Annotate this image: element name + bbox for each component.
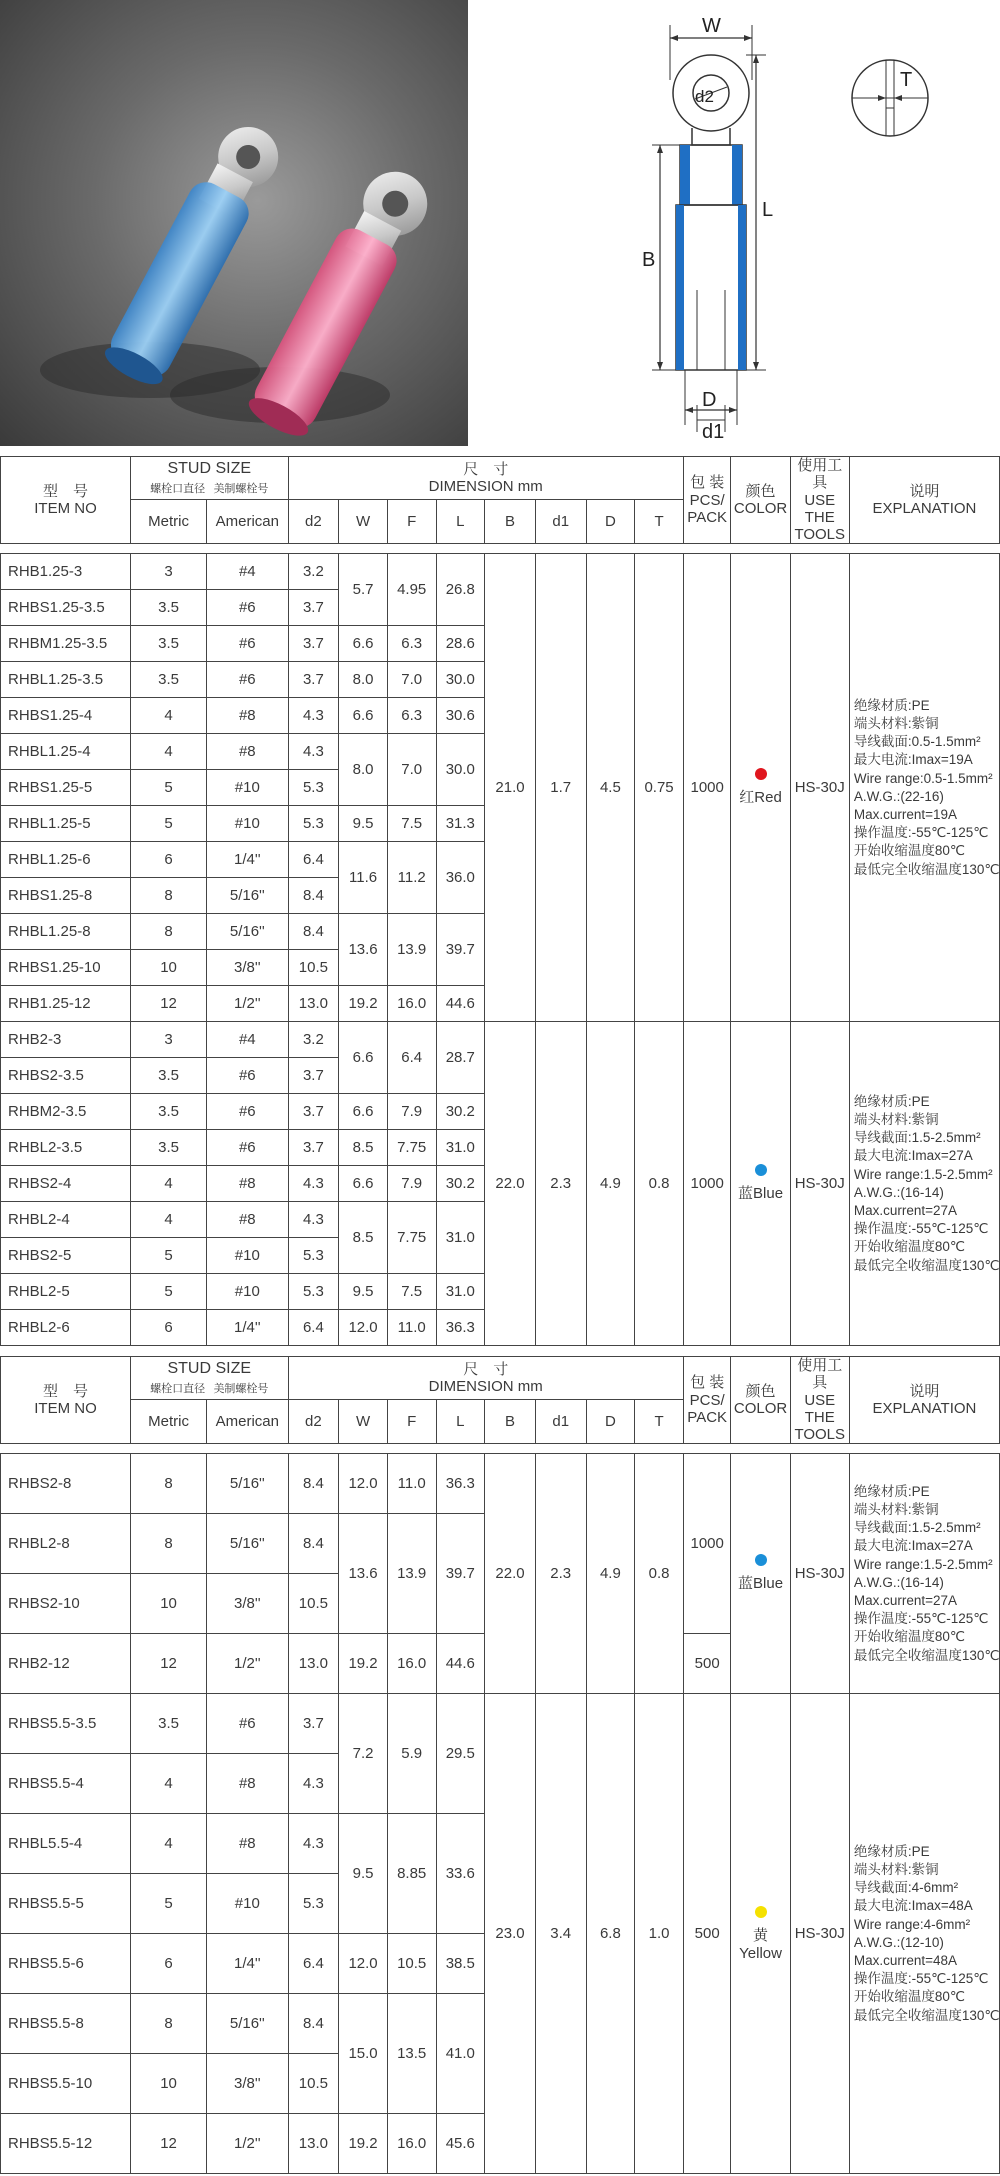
item-no: RHBS2-4 xyxy=(1,1166,131,1202)
d2-cell: 8.4 xyxy=(288,1454,339,1514)
l-cell: 30.0 xyxy=(436,662,485,698)
american-cell: 3/8'' xyxy=(207,950,288,986)
f-cell: 7.75 xyxy=(387,1130,436,1166)
f-cell: 7.0 xyxy=(387,734,436,806)
f-cell: 7.5 xyxy=(387,806,436,842)
metric-cell: 4 xyxy=(131,698,207,734)
tool-cell: HS-30J xyxy=(790,1022,849,1346)
b-cell: 21.0 xyxy=(485,554,536,1022)
d2-cell: 13.0 xyxy=(288,1634,339,1694)
item-no: RHBL1.25-5 xyxy=(1,806,131,842)
d2-cell: 8.4 xyxy=(288,1514,339,1574)
metric-cell: 8 xyxy=(131,1994,207,2054)
item-no: RHBM2-3.5 xyxy=(1,1094,131,1130)
f-cell: 10.5 xyxy=(387,1934,436,1994)
color-cell: 蓝Blue xyxy=(731,1022,790,1346)
header-t: T xyxy=(635,1400,684,1444)
w-cell: 9.5 xyxy=(339,1274,388,1310)
f-cell: 6.4 xyxy=(387,1022,436,1094)
header-explanation: 说明 EXPLANATION xyxy=(849,1357,999,1444)
d2-cell: 5.3 xyxy=(288,1274,339,1310)
b-cell: 22.0 xyxy=(485,1022,536,1346)
f-cell: 6.3 xyxy=(387,698,436,734)
header-d2: d2 xyxy=(288,1400,339,1444)
d2-cell: 3.7 xyxy=(288,662,339,698)
american-cell: #8 xyxy=(207,1814,288,1874)
item-no: RHB2-3 xyxy=(1,1022,131,1058)
metric-cell: 4 xyxy=(131,1202,207,1238)
d2-cell: 4.3 xyxy=(288,1166,339,1202)
d2-cell: 4.3 xyxy=(288,1202,339,1238)
d2-cell: 3.2 xyxy=(288,1022,339,1058)
table-row xyxy=(1,1022,1000,1058)
metric-cell: 12 xyxy=(131,1634,207,1694)
f-cell: 16.0 xyxy=(387,2114,436,2174)
f-cell: 7.9 xyxy=(387,1166,436,1202)
w-cell: 9.5 xyxy=(339,806,388,842)
l-cell: 28.6 xyxy=(436,626,485,662)
item-no: RHBS1.25-8 xyxy=(1,878,131,914)
d2-cell: 3.7 xyxy=(288,1094,339,1130)
l-cell: 31.0 xyxy=(436,1130,485,1166)
header-dimension: 尺 寸 DIMENSION mm xyxy=(288,1357,683,1400)
w-cell: 5.7 xyxy=(339,554,388,626)
t-cell: 0.75 xyxy=(635,554,684,1022)
item-no: RHB2-12 xyxy=(1,1634,131,1694)
table-row xyxy=(1,1694,1000,1754)
american-cell: 1/4'' xyxy=(207,1934,288,1994)
d2-cell: 3.7 xyxy=(288,626,339,662)
metric-cell: 4 xyxy=(131,1754,207,1814)
w-cell: 6.6 xyxy=(339,1166,388,1202)
color-cell: 黄 Yellow xyxy=(731,1694,790,2174)
f-cell: 7.5 xyxy=(387,1274,436,1310)
d1-cell: 2.3 xyxy=(535,1454,586,1694)
t-cell: 1.0 xyxy=(635,1694,684,2174)
american-cell: 5/16'' xyxy=(207,1514,288,1574)
metric-cell: 8 xyxy=(131,1514,207,1574)
d2-cell: 5.3 xyxy=(288,770,339,806)
D-cell: 6.8 xyxy=(586,1694,635,2174)
header-t: T xyxy=(635,500,684,544)
american-cell: 1/4'' xyxy=(207,1310,288,1346)
header-tools: 使用工具 USE THE TOOLS xyxy=(790,1357,849,1444)
item-no: RHBS5.5-3.5 xyxy=(1,1694,131,1754)
header-pack: 包 装 PCS/ PACK xyxy=(683,457,731,544)
d2-cell: 4.3 xyxy=(288,698,339,734)
d2-cell: 5.3 xyxy=(288,1874,339,1934)
american-cell: #6 xyxy=(207,1058,288,1094)
header-f: F xyxy=(387,1400,436,1444)
D-cell: 4.9 xyxy=(586,1454,635,1694)
metric-cell: 3.5 xyxy=(131,1694,207,1754)
header-color: 颜色 COLOR xyxy=(731,457,790,544)
metric-cell: 10 xyxy=(131,1574,207,1634)
american-cell: #10 xyxy=(207,1274,288,1310)
l-cell: 33.6 xyxy=(436,1814,485,1934)
product-photo xyxy=(0,0,468,446)
d2-cell: 13.0 xyxy=(288,986,339,1022)
metric-cell: 10 xyxy=(131,2054,207,2114)
american-cell: #6 xyxy=(207,590,288,626)
spec-table-2 xyxy=(0,1356,1000,2174)
d2-cell: 8.4 xyxy=(288,878,339,914)
f-cell: 6.3 xyxy=(387,626,436,662)
header-l: L xyxy=(436,1400,485,1444)
l-cell: 30.0 xyxy=(436,734,485,806)
header-dimension: 尺 寸 DIMENSION mm xyxy=(288,457,683,500)
american-cell: #8 xyxy=(207,1202,288,1238)
l-cell: 38.5 xyxy=(436,1934,485,1994)
t-cell: 0.8 xyxy=(635,1022,684,1346)
technical-drawing xyxy=(480,0,1000,446)
w-cell: 13.6 xyxy=(339,1514,388,1634)
header-metric: Metric xyxy=(131,500,207,544)
metric-cell: 3.5 xyxy=(131,662,207,698)
d2-cell: 10.5 xyxy=(288,1574,339,1634)
w-cell: 6.6 xyxy=(339,1022,388,1094)
american-cell: #8 xyxy=(207,1754,288,1814)
l-cell: 45.6 xyxy=(436,2114,485,2174)
top-section xyxy=(0,0,1000,446)
american-cell: #6 xyxy=(207,1694,288,1754)
explanation-cell: 绝缘材质:PE 端头材料:紫铜 导线截面:0.5-1.5mm² 最大电流:Imax=19A Wire range:0.5-1.5mm² A.W.G.:(22-16) Max.current=19A 操作温度:-55℃-125℃ 开始收缩温度80℃ 最低完全收缩温度130℃ xyxy=(849,554,999,1022)
metric-cell: 8 xyxy=(131,914,207,950)
d2-cell: 8.4 xyxy=(288,1994,339,2054)
item-no: RHBS1.25-5 xyxy=(1,770,131,806)
w-cell: 6.6 xyxy=(339,698,388,734)
l-cell: 44.6 xyxy=(436,1634,485,1694)
header-w: W xyxy=(339,500,388,544)
pack-cell: 500 xyxy=(683,1694,731,2174)
f-cell: 11.0 xyxy=(387,1454,436,1514)
american-cell: 3/8'' xyxy=(207,1574,288,1634)
d2-label: d2 xyxy=(695,87,714,106)
l-cell: 26.8 xyxy=(436,554,485,626)
table-row xyxy=(1,554,1000,590)
w-cell: 11.6 xyxy=(339,842,388,914)
header-explanation: 说明 EXPLANATION xyxy=(849,457,999,544)
d2-cell: 3.7 xyxy=(288,1058,339,1094)
american-cell: 5/16'' xyxy=(207,1994,288,2054)
l-cell: 30.2 xyxy=(436,1166,485,1202)
w-cell: 13.6 xyxy=(339,914,388,986)
pack-cell: 1000 xyxy=(683,1454,731,1634)
color-cell: 蓝Blue xyxy=(731,1454,790,1694)
item-no: RHBL2-6 xyxy=(1,1310,131,1346)
color-cell: 红Red xyxy=(731,554,790,1022)
metric-cell: 3.5 xyxy=(131,1094,207,1130)
metric-cell: 3.5 xyxy=(131,1058,207,1094)
item-no: RHBL1.25-3.5 xyxy=(1,662,131,698)
red-dot-icon xyxy=(755,768,767,780)
american-cell: 3/8'' xyxy=(207,2054,288,2114)
item-no: RHB1.25-3 xyxy=(1,554,131,590)
header-f: F xyxy=(387,500,436,544)
tool-cell: HS-30J xyxy=(790,1694,849,2174)
american-cell: 1/2'' xyxy=(207,986,288,1022)
b-label: B xyxy=(642,249,656,271)
w-cell: 19.2 xyxy=(339,2114,388,2174)
d2-cell: 3.7 xyxy=(288,590,339,626)
american-cell: #10 xyxy=(207,1874,288,1934)
pack-cell: 1000 xyxy=(683,554,731,1022)
header-d1: d1 xyxy=(535,500,586,544)
header-w: W xyxy=(339,1400,388,1444)
metric-cell: 8 xyxy=(131,1454,207,1514)
item-no: RHBS2-8 xyxy=(1,1454,131,1514)
f-cell: 8.85 xyxy=(387,1814,436,1934)
american-cell: #8 xyxy=(207,734,288,770)
metric-cell: 3.5 xyxy=(131,590,207,626)
l-cell: 29.5 xyxy=(436,1694,485,1814)
item-no: RHBS1.25-4 xyxy=(1,698,131,734)
d2-cell: 4.3 xyxy=(288,734,339,770)
d2-cell: 6.4 xyxy=(288,1310,339,1346)
d-label: D xyxy=(702,389,717,411)
w-cell: 12.0 xyxy=(339,1310,388,1346)
item-no: RHBS5.5-10 xyxy=(1,2054,131,2114)
t-label: T xyxy=(900,69,913,91)
w-cell: 15.0 xyxy=(339,1994,388,2114)
l-cell: 36.3 xyxy=(436,1454,485,1514)
header-b: B xyxy=(485,1400,536,1444)
d1-cell: 3.4 xyxy=(535,1694,586,2174)
f-cell: 13.9 xyxy=(387,1514,436,1634)
header-d2: d2 xyxy=(288,500,339,544)
d2-cell: 6.4 xyxy=(288,842,339,878)
d2-cell: 3.7 xyxy=(288,1694,339,1754)
metric-cell: 8 xyxy=(131,878,207,914)
f-cell: 11.0 xyxy=(387,1310,436,1346)
item-no: RHBL2-5 xyxy=(1,1274,131,1310)
d2-cell: 3.2 xyxy=(288,554,339,590)
header-d1: d1 xyxy=(535,1400,586,1444)
header-stud: STUD SIZE 螺栓口直径 美制螺栓号 xyxy=(131,457,289,500)
w-cell: 12.0 xyxy=(339,1934,388,1994)
w-cell: 9.5 xyxy=(339,1814,388,1934)
f-cell: 4.95 xyxy=(387,554,436,626)
w-cell: 6.6 xyxy=(339,626,388,662)
header-l: L xyxy=(436,500,485,544)
american-cell: #6 xyxy=(207,1130,288,1166)
explanation-cell: 绝缘材质:PE 端头材料:紫铜 导线截面:1.5-2.5mm² 最大电流:Imax=27A Wire range:1.5-2.5mm² A.W.G.:(16-14) Max.current=27A 操作温度:-55℃-125℃ 开始收缩温度80℃ 最低完全收缩温度130℃ xyxy=(849,1454,999,1694)
blue-dot-icon xyxy=(755,1554,767,1566)
l-cell: 30.6 xyxy=(436,698,485,734)
american-cell: #10 xyxy=(207,1238,288,1274)
d2-cell: 10.5 xyxy=(288,2054,339,2114)
header-item: 型 号 ITEM NO xyxy=(1,1357,131,1444)
header-item: 型 号 ITEM NO xyxy=(1,457,131,544)
american-cell: #6 xyxy=(207,662,288,698)
header-american: American xyxy=(207,1400,288,1444)
w-cell: 8.5 xyxy=(339,1130,388,1166)
blue-dot-icon xyxy=(755,1164,767,1176)
header-color: 颜色 COLOR xyxy=(731,1357,790,1444)
f-cell: 13.5 xyxy=(387,1994,436,2114)
explanation-cell: 绝缘材质:PE 端头材料:紫铜 导线截面:4-6mm² 最大电流:Imax=48A Wire range:4-6mm² A.W.G.:(12-10) Max.current=48A 操作温度:-55℃-125℃ 开始收缩温度80℃ 最低完全收缩温度130℃ xyxy=(849,1694,999,2174)
d2-cell: 4.3 xyxy=(288,1754,339,1814)
l-cell: 31.0 xyxy=(436,1202,485,1274)
header-metric: Metric xyxy=(131,1400,207,1444)
header-tools: 使用工具 USE THE TOOLS xyxy=(790,457,849,544)
item-no: RHBL2-3.5 xyxy=(1,1130,131,1166)
metric-cell: 6 xyxy=(131,1934,207,1994)
w-cell: 19.2 xyxy=(339,986,388,1022)
item-no: RHBS5.5-12 xyxy=(1,2114,131,2174)
metric-cell: 5 xyxy=(131,1874,207,1934)
w-cell: 7.2 xyxy=(339,1694,388,1814)
w-cell: 8.0 xyxy=(339,734,388,806)
d2-cell: 3.7 xyxy=(288,1130,339,1166)
header-b: B xyxy=(485,500,536,544)
spec-table-1 xyxy=(0,456,1000,1346)
metric-cell: 3 xyxy=(131,1022,207,1058)
american-cell: 1/2'' xyxy=(207,2114,288,2174)
item-no: RHBS1.25-3.5 xyxy=(1,590,131,626)
f-cell: 16.0 xyxy=(387,986,436,1022)
l-cell: 30.2 xyxy=(436,1094,485,1130)
metric-cell: 5 xyxy=(131,806,207,842)
d1-cell: 1.7 xyxy=(535,554,586,1022)
metric-cell: 10 xyxy=(131,950,207,986)
item-no: RHBL2-8 xyxy=(1,1514,131,1574)
table-row xyxy=(1,1454,1000,1514)
f-cell: 7.9 xyxy=(387,1094,436,1130)
t-cell: 0.8 xyxy=(635,1454,684,1694)
f-cell: 16.0 xyxy=(387,1634,436,1694)
pack-cell: 1000 xyxy=(683,1022,731,1346)
l-cell: 28.7 xyxy=(436,1022,485,1094)
item-no: RHBS2-3.5 xyxy=(1,1058,131,1094)
d2-cell: 10.5 xyxy=(288,950,339,986)
l-cell: 36.3 xyxy=(436,1310,485,1346)
item-no: RHBS5.5-5 xyxy=(1,1874,131,1934)
american-cell: 5/16'' xyxy=(207,914,288,950)
item-no: RHBS5.5-8 xyxy=(1,1994,131,2054)
d2-cell: 4.3 xyxy=(288,1814,339,1874)
explanation-cell: 绝缘材质:PE 端头材料:紫铜 导线截面:1.5-2.5mm² 最大电流:Imax=27A Wire range:1.5-2.5mm² A.W.G.:(16-14) Max.current=27A 操作温度:-55℃-125℃ 开始收缩温度80℃ 最低完全收缩温度130℃ xyxy=(849,1022,999,1346)
item-no: RHBL1.25-6 xyxy=(1,842,131,878)
w-cell: 8.0 xyxy=(339,662,388,698)
metric-cell: 4 xyxy=(131,1814,207,1874)
american-cell: #6 xyxy=(207,1094,288,1130)
yellow-dot-icon xyxy=(755,1906,767,1918)
d1-label: d1 xyxy=(702,421,725,443)
table-header xyxy=(1,1357,1000,1454)
d2-cell: 6.4 xyxy=(288,1934,339,1994)
d2-cell: 5.3 xyxy=(288,806,339,842)
american-cell: 5/16'' xyxy=(207,1454,288,1514)
l-cell: 39.7 xyxy=(436,914,485,986)
w-cell: 6.6 xyxy=(339,1094,388,1130)
metric-cell: 3.5 xyxy=(131,1130,207,1166)
l-label: L xyxy=(762,199,774,221)
pack-cell: 500 xyxy=(683,1634,731,1694)
item-no: RHBL1.25-8 xyxy=(1,914,131,950)
metric-cell: 5 xyxy=(131,770,207,806)
item-no: RHBS1.25-10 xyxy=(1,950,131,986)
l-cell: 31.0 xyxy=(436,1274,485,1310)
f-cell: 5.9 xyxy=(387,1694,436,1814)
l-cell: 41.0 xyxy=(436,1994,485,2114)
l-cell: 39.7 xyxy=(436,1514,485,1634)
w-cell: 12.0 xyxy=(339,1454,388,1514)
header-american: American xyxy=(207,500,288,544)
metric-cell: 5 xyxy=(131,1238,207,1274)
american-cell: 1/2'' xyxy=(207,1634,288,1694)
header-pack: 包 装 PCS/ PACK xyxy=(683,1357,731,1444)
american-cell: #4 xyxy=(207,554,288,590)
american-cell: #6 xyxy=(207,626,288,662)
metric-cell: 3 xyxy=(131,554,207,590)
item-no: RHBS5.5-6 xyxy=(1,1934,131,1994)
header-D: D xyxy=(586,1400,635,1444)
D-cell: 4.5 xyxy=(586,554,635,1022)
metric-cell: 12 xyxy=(131,2114,207,2174)
item-no: RHBL1.25-4 xyxy=(1,734,131,770)
metric-cell: 12 xyxy=(131,986,207,1022)
f-cell: 7.0 xyxy=(387,662,436,698)
american-cell: 1/4'' xyxy=(207,842,288,878)
l-cell: 31.3 xyxy=(436,806,485,842)
b-cell: 23.0 xyxy=(485,1694,536,2174)
d2-cell: 13.0 xyxy=(288,2114,339,2174)
l-cell: 36.0 xyxy=(436,842,485,914)
d1-cell: 2.3 xyxy=(535,1022,586,1346)
table-header xyxy=(1,457,1000,554)
ring-terminal-photo xyxy=(0,0,468,446)
metric-cell: 4 xyxy=(131,734,207,770)
item-no: RHBS5.5-4 xyxy=(1,1754,131,1814)
f-cell: 7.75 xyxy=(387,1202,436,1274)
header-D: D xyxy=(586,500,635,544)
header-stud: STUD SIZE 螺栓口直径 美制螺栓号 xyxy=(131,1357,289,1400)
w-cell: 8.5 xyxy=(339,1202,388,1274)
american-cell: #10 xyxy=(207,806,288,842)
item-no: RHBL2-4 xyxy=(1,1202,131,1238)
american-cell: #8 xyxy=(207,698,288,734)
l-cell: 44.6 xyxy=(436,986,485,1022)
metric-cell: 3.5 xyxy=(131,626,207,662)
american-cell: 5/16'' xyxy=(207,878,288,914)
f-cell: 13.9 xyxy=(387,914,436,986)
american-cell: #8 xyxy=(207,1166,288,1202)
D-cell: 4.9 xyxy=(586,1022,635,1346)
f-cell: 11.2 xyxy=(387,842,436,914)
w-label: W xyxy=(702,15,721,37)
american-cell: #10 xyxy=(207,770,288,806)
d2-cell: 5.3 xyxy=(288,1238,339,1274)
tool-cell: HS-30J xyxy=(790,1454,849,1694)
metric-cell: 5 xyxy=(131,1274,207,1310)
b-cell: 22.0 xyxy=(485,1454,536,1694)
metric-cell: 4 xyxy=(131,1166,207,1202)
item-no: RHBS2-10 xyxy=(1,1574,131,1634)
w-cell: 19.2 xyxy=(339,1634,388,1694)
metric-cell: 6 xyxy=(131,842,207,878)
american-cell: #4 xyxy=(207,1022,288,1058)
d2-cell: 8.4 xyxy=(288,914,339,950)
item-no: RHB1.25-12 xyxy=(1,986,131,1022)
metric-cell: 6 xyxy=(131,1310,207,1346)
item-no: RHBS2-5 xyxy=(1,1238,131,1274)
item-no: RHBM1.25-3.5 xyxy=(1,626,131,662)
item-no: RHBL5.5-4 xyxy=(1,1814,131,1874)
tool-cell: HS-30J xyxy=(790,554,849,1022)
